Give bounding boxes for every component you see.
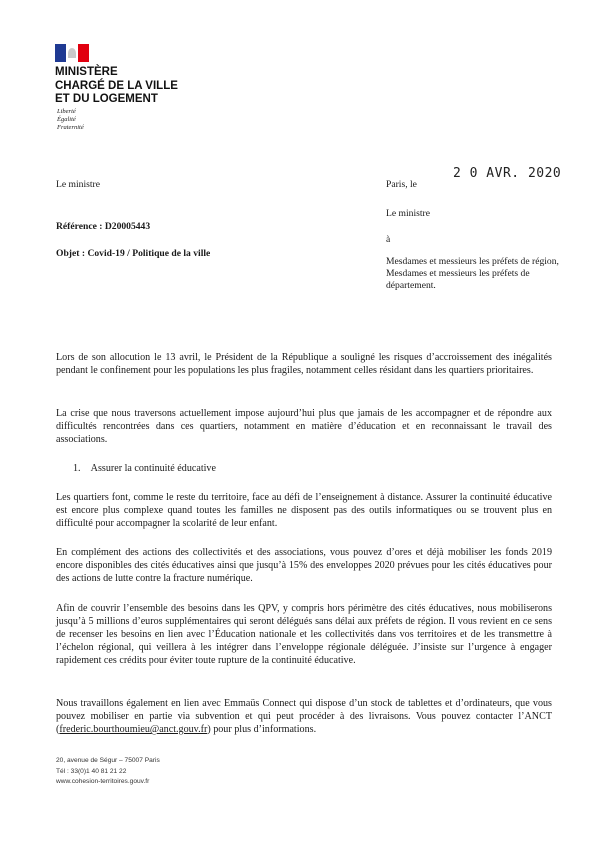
paragraph-1: Lors de son allocution le 13 avril, le Président de la République a souligné les risques d’accroissement des inégalités pendant le confinement pour les populations les plus fragiles, notamment celles résidant dans les quartiers prioritaires. [56, 352, 552, 376]
paragraph-2: La crise que nous traversons actuellement impose aujourd’hui plus que jamais de les accompagner et de répondre aux difficultés rencontrées dans ces quartiers, notamment en matière d’éducation et en reconnaissant le travail des associations. [56, 408, 552, 445]
section-heading: 1. Assurer la continuité éducative [73, 463, 216, 474]
date-stamp: 2 0 AVR. 2020 [453, 166, 562, 181]
paragraph-3: Les quartiers font, comme le reste du territoire, face au défi de l’enseignement à distance. Assurer la continuité éducative est encore plus complexe quand toutes les familles ne disposent pas des outils informatiques ou se trouvent plus en difficulté pour accompagner la scolarité de leur enfant. [56, 492, 552, 529]
footer-website[interactable]: www.cohesion-territoires.gouv.fr [56, 778, 150, 785]
ministry-name: MINISTÈRE CHARGÉ DE LA VILLE ET DU LOGEMENT [55, 66, 178, 105]
recipient-to: à [386, 234, 391, 245]
reference: Référence : D20005443 [56, 221, 151, 232]
place-label: Paris, le [386, 179, 417, 190]
republic-flag-logo [55, 44, 89, 62]
paragraph-6: Nous travaillons également en lien avec Emmaüs Connect qui dispose d’un stock de tablettes et d’ordinateurs, que vous pouvez mobiliser en partie via subvention et qui peut procéder à des livraisons. Vous pouvez contacter l’ANCT (frederic.bourthoumieu@anct.gouv.fr) pour plus d’informations. [56, 698, 552, 735]
recipient-from: Le ministre [386, 208, 430, 219]
paragraph-4: En complément des actions des collectivités et des associations, vous pouvez d’ores et déjà mobiliser les fonds 2019 encore disponibles des cités éducatives ainsi que jusqu’à 15% des enveloppes 2020 prévues pour les cités éducatives pour des actions de lutte contre la fracture numérique. [56, 547, 552, 584]
republic-motto: Liberté Égalité Fraternité [57, 108, 84, 131]
footer-address: 20, avenue de Ségur – 75007 Paris [56, 757, 160, 764]
sender: Le ministre [56, 179, 100, 190]
recipient-address: Mesdames et messieurs les préfets de région, Mesdames et messieurs les préfets de département. [386, 256, 559, 291]
footer-phone: Tél : 33(0)1 40 81 21 22 [56, 767, 127, 775]
object: Objet : Covid-19 / Politique de la ville [56, 248, 211, 259]
footer [56, 756, 160, 788]
anct-email-link[interactable]: frederic.bourthoumieu@anct.gouv.fr [59, 724, 208, 735]
paragraph-5: Afin de couvrir l’ensemble des besoins dans les QPV, y compris hors périmètre des cités éducatives, nous mobiliserons jusqu’à 5 millions d’euros supplémentaires qui seront délégués sans délai aux préfets de région. Il vous revient en ce sens de recenser les besoins en lien avec l’Éducation nationale et les collectivités dans vos territoires et de les transmettre à l’échelon régional, qui veillera à les intégrer dans l’enveloppe régionale déléguée. J’insiste sur l’urgence à engager rapidement ces crédits pour éviter toute rupture de la continuité éducative. [56, 603, 552, 666]
